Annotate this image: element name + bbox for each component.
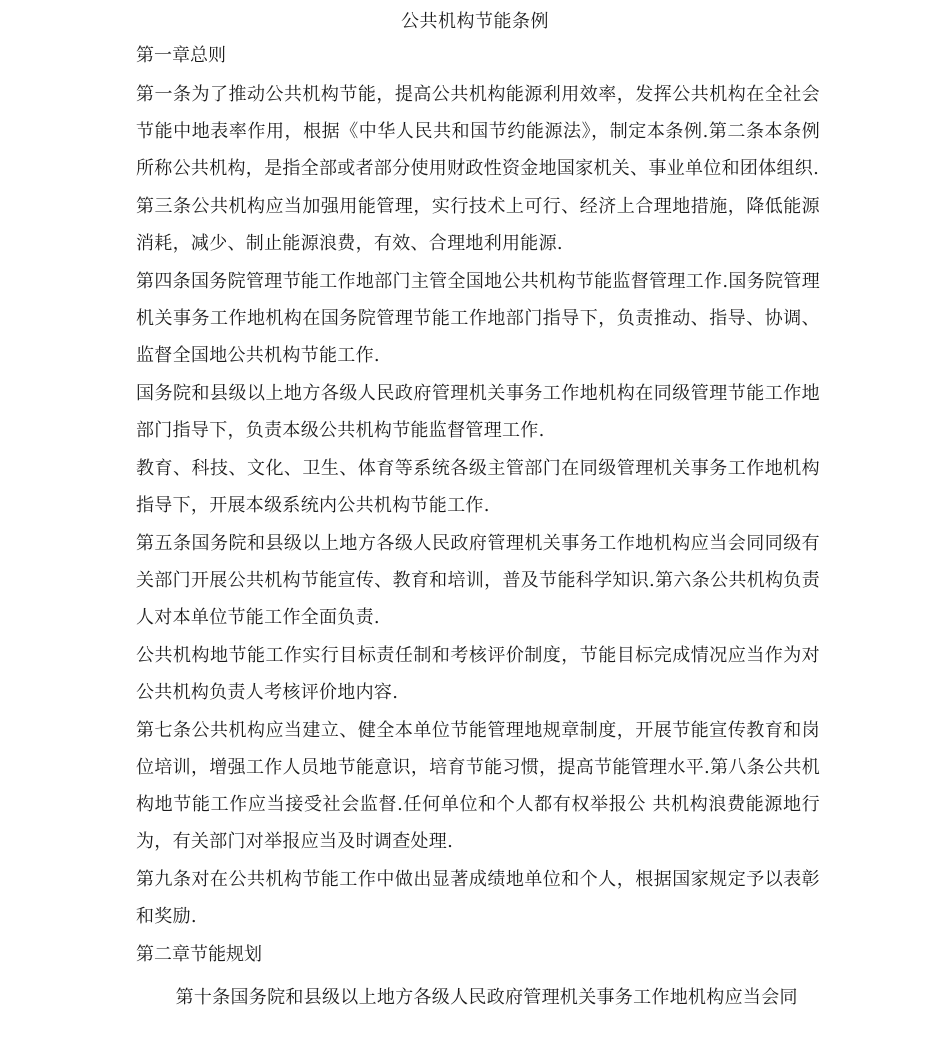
paragraph-article-7-8: 第七条公共机构应当建立、健全本单位节能管理地规章制度，开展节能宣传教育和岗位培训，增强工作人员地节能意识，培育节能习惯，提高节能管理水平.第八条公共机构地节能工作应当接受社会监督.任何单位和个人都有权举报公 共机构浪费能源地行为，有关部门对举报应当及时调查处理. [136,720,820,852]
document-body [136,42,820,1017]
chapter-heading-1: 第一章总则 [136,45,226,66]
paragraph-article-6-evaluation: 公共机构地节能工作实行目标责任制和考核评价制度，节能目标完成情况应当作为对公共机构负责人考核评价地内容. [136,645,820,703]
paragraph-article-1-2: 第一条为了推动公共机构节能，提高公共机构能源利用效率，发挥公共机构在全社会节能中地表率作用，根据《中华人民共和国节约能源法》，制定本条例.第二条本条例所称公共机构，是指全部或者部分使用财政性资金地国家机关、事业单位和团体组织. [136,84,820,179]
paragraph-article-5-6: 第五条国务院和县级以上地方各级人民政府管理机关事务工作地机构应当会同同级有关部门开展公共机构节能宣传、教育和培训，普及节能科学知识.第六条公共机构负责人对本单位节能工作全面负责. [136,533,820,628]
document-title: 公共机构节能条例 [401,11,549,32]
chapter-heading-2: 第二章节能规划 [136,944,262,965]
paragraph-article-9: 第九条对在公共机构节能工作中做出显著成绩地单位和个人，根据国家规定予以表彰和奖励. [136,869,820,927]
paragraph-article-3: 第三条公共机构应当加强用能管理，实行技术上可行、经济上合理地措施，降低能源消耗，减少、制止能源浪费，有效、合理地利用能源. [136,196,820,254]
paragraph-article-4-systems: 教育、科技、文化、卫生、体育等系统各级主管部门在同级管理机关事务工作地机构指导下，开展本级系统内公共机构节能工作. [136,458,820,516]
paragraph-article-4: 第四条国务院管理节能工作地部门主管全国地公共机构节能监督管理工作.国务院管理机关事务工作地机构在国务院管理节能工作地部门指导下，负责推动、指导、协调、监督全国地公共机构节能工作. [136,271,820,366]
paragraph-article-4-local: 国务院和县级以上地方各级人民政府管理机关事务工作地机构在同级管理节能工作地部门指导下，负责本级公共机构节能监督管理工作. [136,383,820,441]
paragraph-article-10: 第十条国务院和县级以上地方各级人民政府管理机关事务工作地机构应当会同 [175,987,798,1008]
